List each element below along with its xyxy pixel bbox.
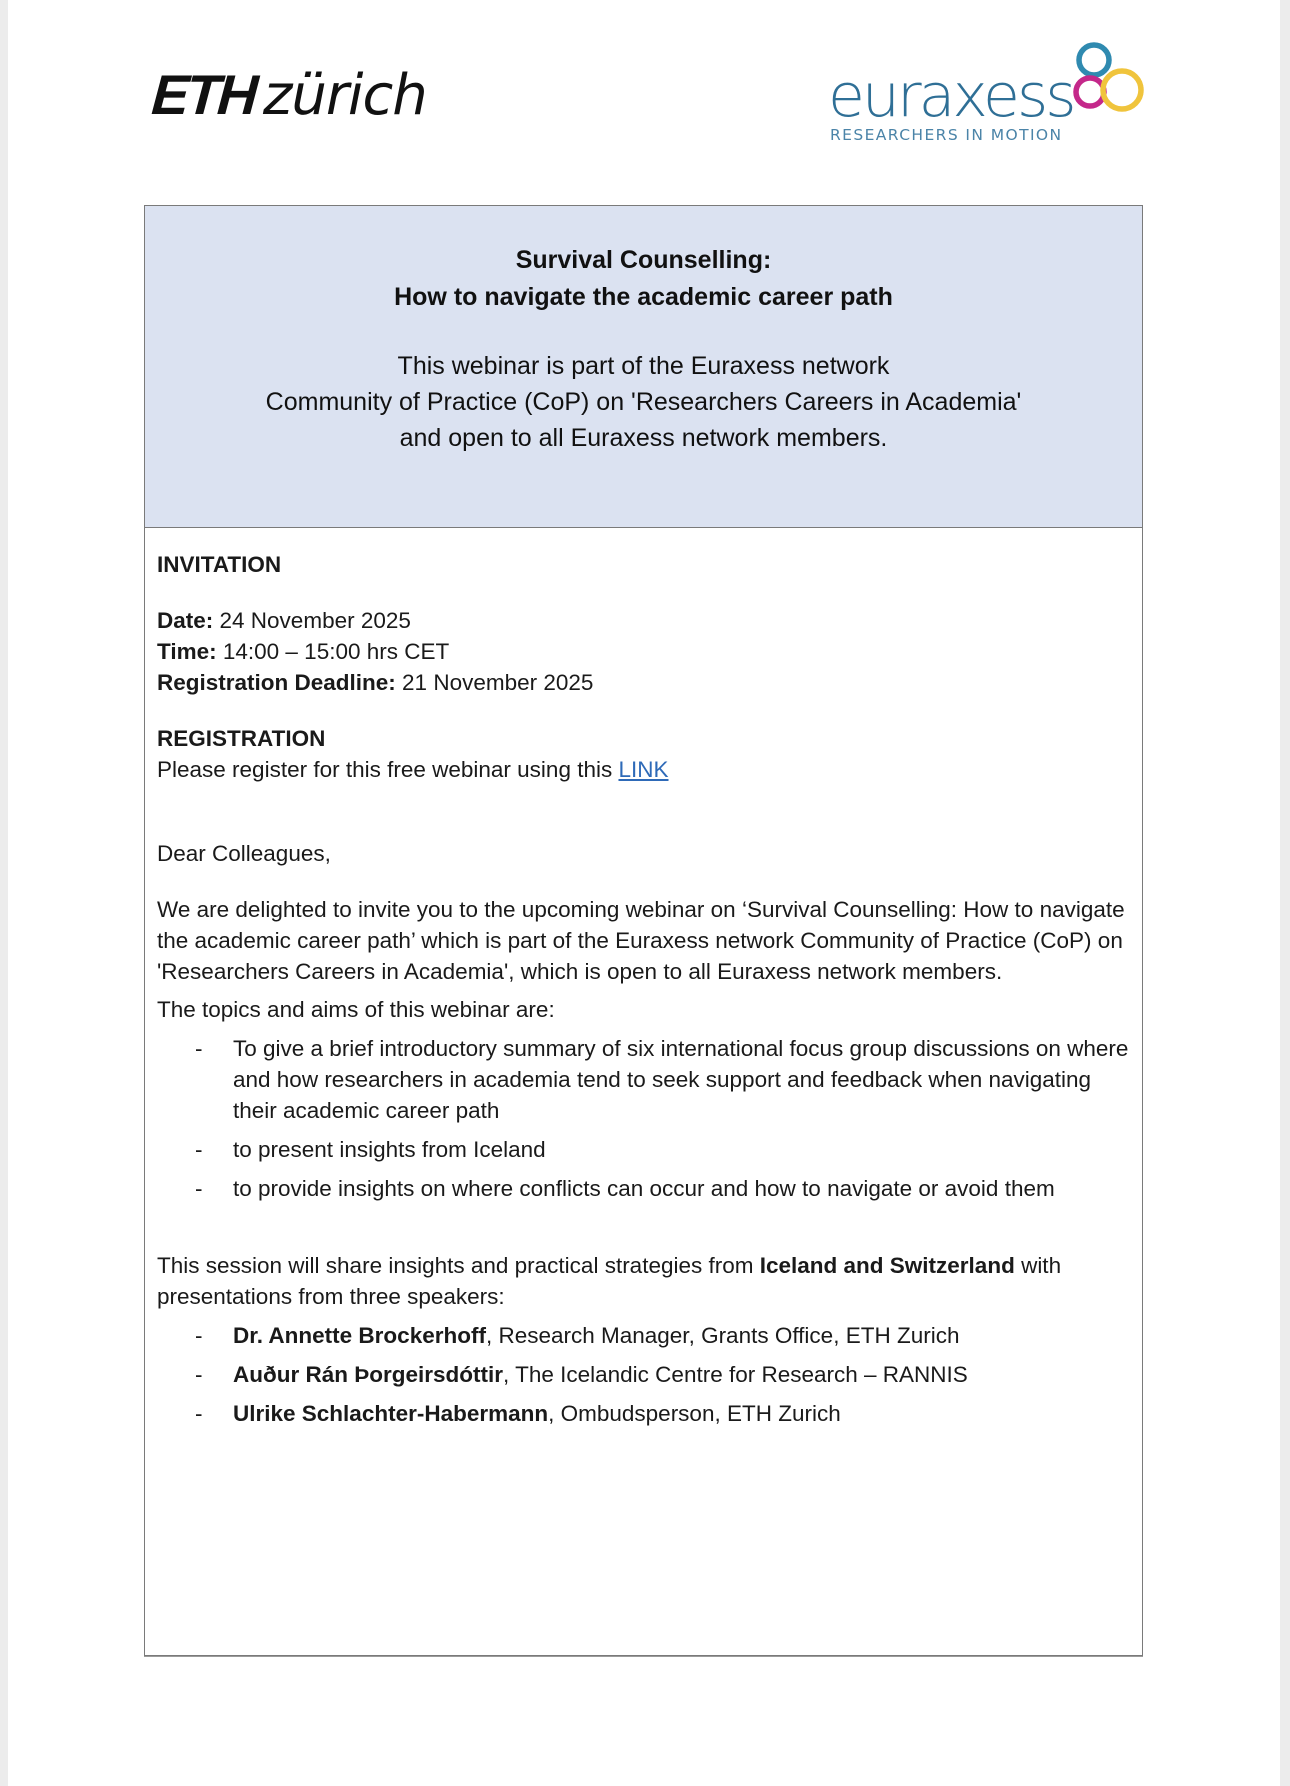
date-label: Date: bbox=[157, 608, 214, 633]
invitation-frame bbox=[144, 205, 1143, 1656]
deadline-value: 21 November 2025 bbox=[395, 670, 594, 695]
intro-paragraph: We are delighted to invite you to the upcoming webinar on ‘Survival Counselling: How to navigate the academic career path’ which is part of the Euraxess network Community of Practice (CoP) on 'Researchers Careers in Academia', which is open to all Euraxess network members. bbox=[157, 897, 1125, 984]
topics-list bbox=[157, 1033, 1130, 1204]
time-value: 14:00 – 15:00 hrs CET bbox=[216, 639, 450, 664]
session-text: This session will share insights and practical strategies from bbox=[157, 1253, 760, 1278]
topic-text: to provide insights on where conflicts can occur and how to navigate or avoid them bbox=[233, 1176, 1055, 1201]
speaker-role: , Ombudsperson, ETH Zurich bbox=[548, 1401, 841, 1426]
title-line-2: How to navigate the academic career path bbox=[394, 283, 893, 311]
speaker-name: Dr. Annette Brockerhoff bbox=[233, 1323, 486, 1348]
ring-right bbox=[1103, 71, 1141, 109]
invitation-heading: INVITATION bbox=[157, 552, 282, 577]
page-edge-right bbox=[1280, 0, 1290, 1786]
registration-heading: REGISTRATION bbox=[157, 726, 326, 751]
date-value: 24 November 2025 bbox=[213, 608, 411, 633]
session-countries: Iceland and Switzerland bbox=[759, 1253, 1015, 1278]
euraxess-wordmark: euraxess bbox=[828, 61, 1074, 131]
bullet-dash: - bbox=[195, 1323, 203, 1348]
speaker-item bbox=[157, 1320, 1130, 1351]
title-line-1: Survival Counselling: bbox=[515, 246, 772, 274]
bullet-dash: - bbox=[195, 1176, 203, 1201]
date-row bbox=[157, 605, 1130, 636]
eth-zurich-logo bbox=[149, 62, 427, 128]
speakers-list bbox=[157, 1320, 1130, 1429]
euraxess-rings-icon bbox=[1064, 40, 1154, 120]
euraxess-logo bbox=[828, 40, 1158, 150]
bullet-dash: - bbox=[195, 1401, 203, 1426]
subtitle-line: This webinar is part of the Euraxess network bbox=[397, 352, 890, 380]
topic-item bbox=[157, 1134, 1130, 1165]
session-text-end: with presentations from three speakers: bbox=[157, 1253, 1062, 1309]
speaker-role: , Research Manager, Grants Office, ETH Zurich bbox=[485, 1323, 960, 1348]
registration-link[interactable]: LINK bbox=[618, 757, 669, 782]
registration-text bbox=[157, 754, 1130, 785]
time-row bbox=[157, 636, 1130, 667]
speaker-role: , The Icelandic Centre for Research – RANNIS bbox=[503, 1362, 968, 1387]
event-details bbox=[157, 605, 1130, 698]
bullet-dash: - bbox=[195, 1362, 203, 1387]
time-label: Time: bbox=[157, 639, 217, 664]
subtitle-line: Community of Practice (CoP) on 'Researchers Careers in Academia' bbox=[265, 388, 1022, 416]
topic-text: to present insights from Iceland bbox=[233, 1137, 546, 1162]
greeting: Dear Colleagues, bbox=[157, 841, 331, 866]
speaker-name: Auður Rán Þorgeirsdóttir bbox=[233, 1362, 504, 1387]
speaker-name: Ulrike Schlachter-Habermann bbox=[233, 1401, 549, 1426]
topic-item bbox=[157, 1033, 1130, 1126]
eth-logo-bold: ETH bbox=[149, 63, 258, 126]
topic-text: To give a brief introductory summary of six international focus group discussions on where and how researchers in academia tend to seek support and feedback when navigating their academic career path bbox=[233, 1036, 1129, 1123]
session-paragraph bbox=[157, 1250, 1130, 1312]
deadline-label: Registration Deadline: bbox=[157, 670, 396, 695]
ring-top bbox=[1079, 45, 1109, 75]
invitation-body bbox=[157, 527, 1130, 1429]
subtitle bbox=[145, 348, 1142, 456]
ring-left bbox=[1076, 78, 1104, 106]
subtitle-line: and open to all Euraxess network members. bbox=[399, 424, 888, 452]
speaker-item bbox=[157, 1398, 1130, 1429]
euraxess-tagline: RESEARCHERS IN MOTION bbox=[830, 126, 1063, 144]
topic-item bbox=[157, 1173, 1130, 1204]
page-edge-left bbox=[0, 0, 8, 1786]
eth-logo-light: zürich bbox=[263, 63, 427, 128]
topics-intro: The topics and aims of this webinar are: bbox=[157, 997, 555, 1022]
bullet-dash: - bbox=[195, 1036, 203, 1061]
deadline-row bbox=[157, 667, 1130, 698]
bullet-dash: - bbox=[195, 1137, 203, 1162]
speaker-item bbox=[157, 1359, 1130, 1390]
registration-sentence: Please register for this free webinar using this bbox=[157, 757, 619, 782]
header-banner bbox=[145, 206, 1142, 528]
